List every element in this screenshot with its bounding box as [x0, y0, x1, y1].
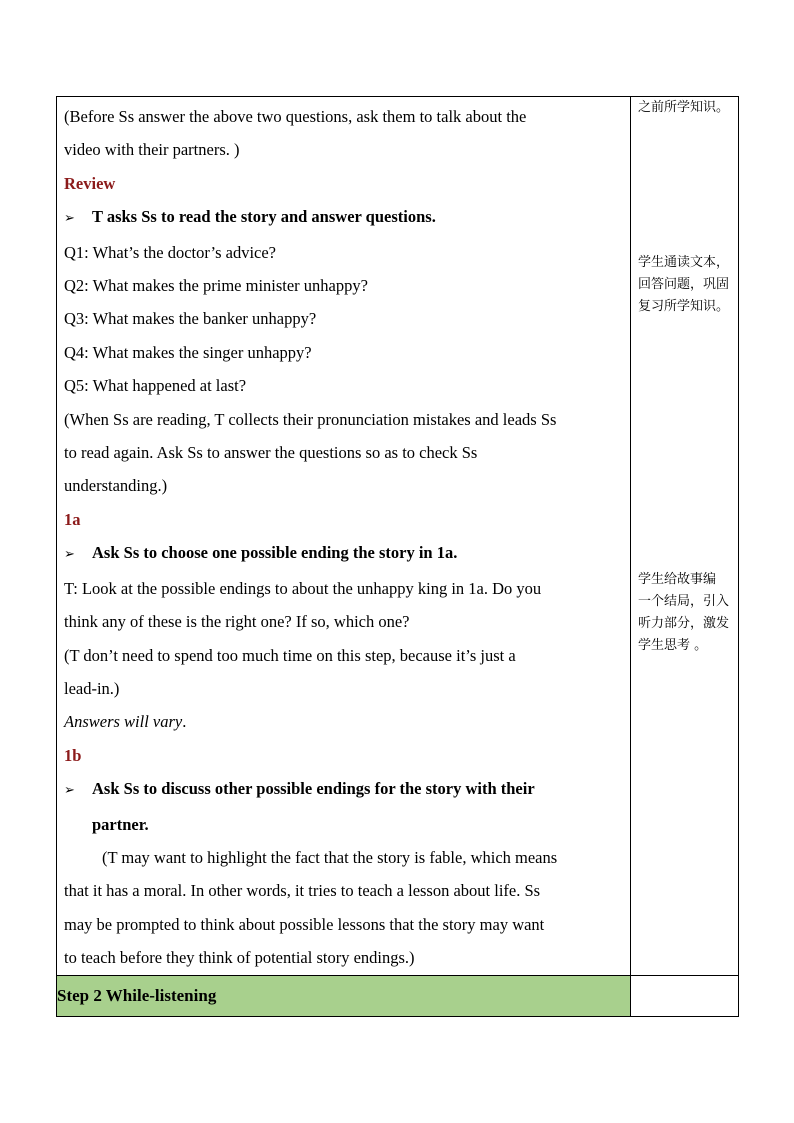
text-line: (T may want to highlight the fact that the story is fable, which means — [102, 847, 558, 867]
text-line: T: Look at the possible endings to about the unhappy king in 1a. Do you — [64, 578, 542, 598]
text-line: (Before Ss answer the above two questions, ask them to talk about the — [64, 107, 527, 126]
answers-period: . — [182, 712, 187, 732]
answers-line — [64, 705, 624, 738]
text-line: to read again. Ask Ss to answer the questions so as to check Ss — [64, 443, 478, 463]
procedure-cell — [57, 97, 631, 976]
note-line: 学生思考 。 — [638, 638, 708, 653]
text-line: think any of these is the right one? If so, which one? — [64, 612, 410, 632]
task-1b — [64, 772, 624, 807]
step-row — [57, 975, 739, 1016]
review-heading: Review — [64, 173, 116, 193]
question-1: Q1: What’s the doctor’s advice? — [64, 242, 276, 262]
content-row — [57, 97, 739, 976]
notes-cell — [631, 97, 739, 976]
note-line: 复习所学知识。 — [638, 299, 730, 314]
section-1b-heading: 1b — [64, 745, 82, 765]
text-line: may be prompted to think about possible lessons that the story may want — [64, 914, 545, 934]
step-2-cell — [57, 975, 631, 1016]
arrow-bullet-icon: ➢ — [64, 211, 75, 227]
question-3: Q3: What makes the banker unhappy? — [64, 309, 317, 329]
step-2-title: Step 2 While-listening — [57, 985, 217, 1005]
note-line: 回答问题，巩固 — [638, 277, 730, 292]
text-line: video with their partners. ) — [64, 140, 240, 160]
task-1a — [64, 536, 624, 571]
note-line: 之前所学知识。 — [638, 100, 730, 115]
task-1b-text: Ask Ss to discuss other possible endings for the story with their — [92, 779, 535, 799]
text-line: that it has a moral. In other words, it tries to teach a lesson about life. Ss — [64, 881, 541, 901]
note-line: 一个结局，引入 — [638, 594, 730, 609]
text-line: understanding.) — [64, 476, 168, 496]
note-line: 学生给故事编 — [638, 572, 717, 587]
arrow-bullet-icon: ➢ — [64, 547, 75, 563]
text-line: lead-in.) — [64, 678, 120, 698]
text-line: (T don’t need to spend too much time on this step, because it’s just a — [64, 645, 516, 665]
arrow-bullet-icon: ➢ — [64, 783, 75, 799]
review-task — [64, 200, 624, 235]
answers-text: Answers will vary — [64, 712, 183, 732]
question-5: Q5: What happened at last? — [64, 376, 247, 396]
note-line: 学生通读文本， — [638, 255, 730, 270]
task-1a-text: Ask Ss to choose one possible ending the story in 1a. — [92, 543, 458, 563]
note-line: 听力部分，激发 — [638, 616, 730, 631]
step-2-notes-cell — [631, 975, 739, 1016]
question-2: Q2: What makes the prime minister unhappy? — [64, 276, 368, 296]
review-task-text: T asks Ss to read the story and answer questions. — [92, 207, 436, 227]
text-line: (When Ss are reading, T collects their pronunciation mistakes and leads Ss — [64, 409, 557, 429]
question-4: Q4: What makes the singer unhappy? — [64, 342, 312, 362]
text-line: to teach before they think of potential story endings.) — [64, 948, 415, 968]
lesson-plan-table — [56, 96, 739, 1017]
task-1b-continued: partner. — [92, 814, 149, 834]
section-1a-heading: 1a — [64, 509, 81, 529]
